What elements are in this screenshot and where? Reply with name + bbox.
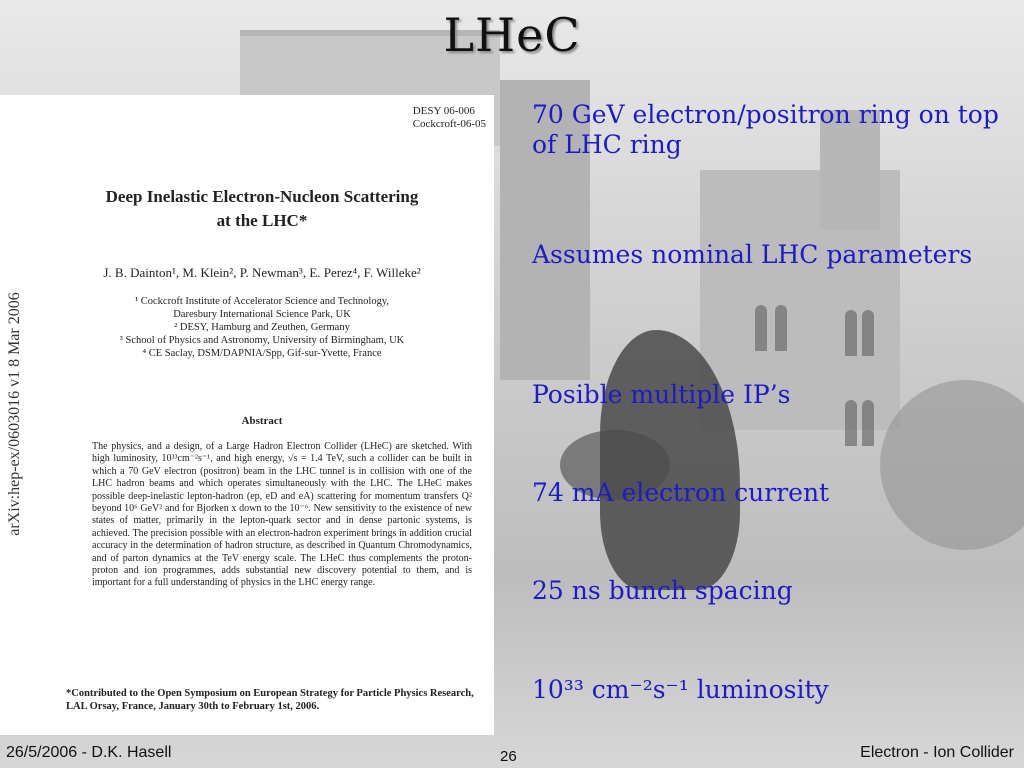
affiliation: Daresbury International Science Park, UK: [173, 309, 351, 320]
affiliation: ³ School of Physics and Astronomy, University of Birmingham, UK: [119, 335, 405, 346]
footer-author-date: 26/5/2006 - D.K. Hasell: [6, 744, 172, 761]
paper-title: [30, 185, 494, 233]
paper-authors: J. B. Dainton¹, M. Klein², P. Newman³, E. Perez⁴, F. Willeke²: [103, 265, 421, 280]
bullet-item: 74 mA electron current: [532, 478, 830, 507]
arxiv-stamp: arXiv:hep-ex/0603016 v1 8 Mar 2006: [6, 292, 23, 536]
paper-footnote: *Contributed to the Open Symposium on European Strategy for Particle Physics Research, LAL Orsay, France, January 30th to February 1st, 2006.: [66, 688, 474, 712]
affiliation: ¹ Cockcroft Institute of Accelerator Science and Technology,: [134, 296, 390, 307]
page-number: 26: [500, 748, 517, 765]
castle-window: [845, 310, 857, 356]
bullet-item: Posible multiple IP’s: [532, 380, 791, 409]
paper-title-line: Deep Inelastic Electron-Nucleon Scattering: [105, 187, 419, 206]
report-ids: [413, 105, 486, 131]
slide-title: LHeC: [443, 8, 581, 62]
castle-window: [775, 305, 787, 351]
bullet-item: 70 GeV electron/positron ring on top of LHC ring: [532, 100, 999, 159]
paper-image: [0, 95, 494, 735]
castle-window: [862, 310, 874, 356]
paper-title-line: at the LHC*: [216, 211, 308, 230]
bullet-item: 25 ns bunch spacing: [532, 576, 793, 605]
abstract-text: The physics, and a design, of a Large Hadron Electron Collider (LHeC) are sketched. With high luminosity, 10³³cm⁻²s⁻¹, and high energy, √s = 1.4 TeV, such a collider can be built in which a 70 GeV electron (positron) beam in the LHC tunnel is in collision with one of the LHC hadron beams and which operates simultaneously with the LHC. The LHeC makes possible deep-inelastic lepton-hadron (ep, eD and eA) scattering for momentum transfers Q² beyond 10⁶ GeV² and for Bjorken x down to the 10⁻⁶. New sensitivity to the existence of new states of matter, primarily in the lepton-quark sector and in dense partonic systems, is achieved. The precision possible with an electron-hadron experiment brings in addition crucial accuracy in the determination of hadron structure, as described in Quantum Chromodynamics, and of parton dynamics at the TeV energy scale. The LHeC thus complements the proton-proton and ion programmes, adds substantial new discovery potential to them, and is important for a full understanding of physics in the LHC energy range.: [92, 441, 472, 589]
report-id: Cockcroft-06-05: [412, 118, 486, 130]
footer-topic: Electron - Ion Collider: [860, 744, 1014, 761]
report-id: DESY 06-006: [412, 105, 475, 117]
castle-window: [755, 305, 767, 351]
bullet-item: 10³³ cm⁻²s⁻¹ luminosity: [532, 675, 829, 704]
bullet-item: Assumes nominal LHC parameters: [532, 240, 973, 269]
affiliation: ² DESY, Hamburg and Zeuthen, Germany: [174, 322, 350, 333]
paper-affiliations: [40, 295, 484, 360]
affiliation: ⁴ CE Saclay, DSM/DAPNIA/Spp, Gif-sur-Yvette, France: [142, 348, 382, 359]
abstract-heading: Abstract: [241, 415, 283, 427]
